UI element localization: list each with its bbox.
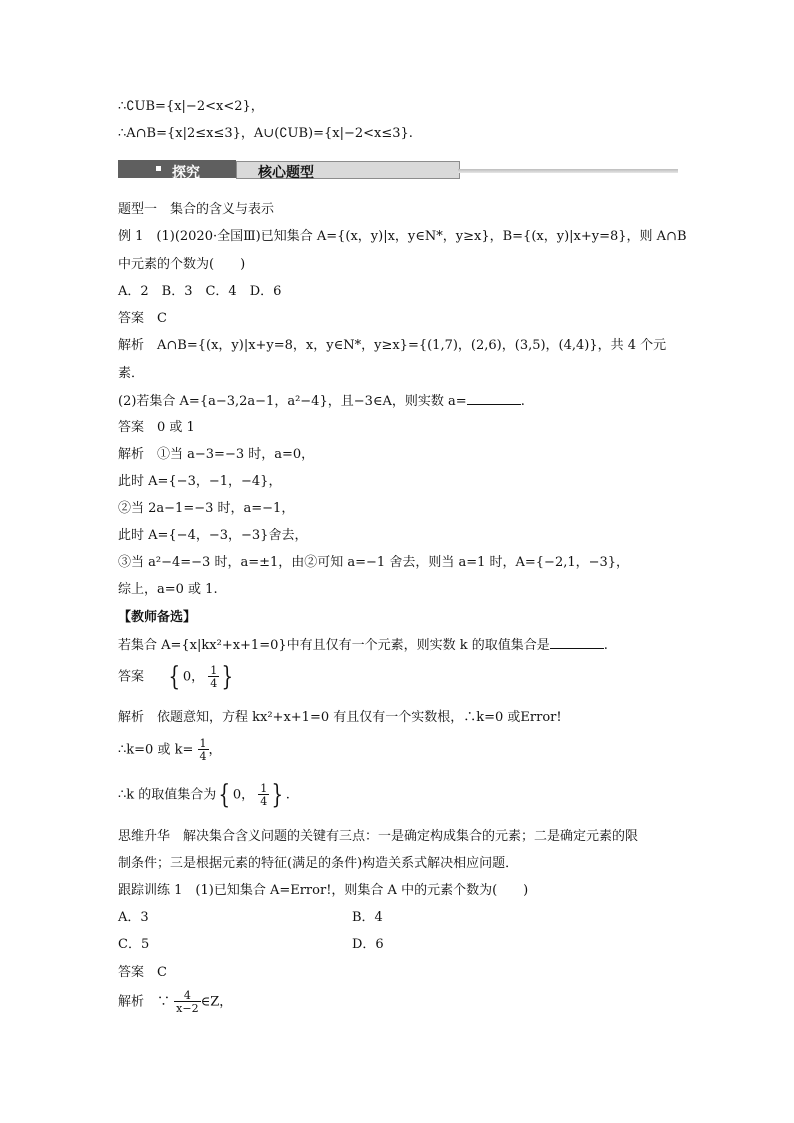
fraction-k-value: $\frac{1}{4}$ [199, 737, 207, 763]
part2-analysis-line6: 综上，a=0 或 1. [118, 582, 218, 597]
example1-part2-question: (2)若集合 A={a−3,2a−1，a²−4}，且−3∈A，则实数 a= . [118, 394, 525, 409]
example1-answer: 答案 C [118, 311, 167, 326]
track-question: 跟踪训练 1 (1)已知集合 A=Error!，则集合 A 中的元素个数为( ) [118, 883, 529, 898]
answer-blank [467, 394, 521, 405]
section-banner [118, 160, 678, 180]
track-option-c: C．5 [118, 937, 150, 952]
part2-analysis-line1: 解析 ①当 a−3=−3 时，a=0， [118, 447, 315, 462]
track-answer: 答案 C [118, 965, 167, 980]
fraction-4-over-x-minus-2: $\frac{4}{x-2}$ [176, 989, 199, 1015]
square-bullet-icon [156, 166, 161, 171]
track-analysis: 解析 ∵ $\frac{4}{x-2}$ ∈Z， [118, 989, 233, 1015]
part2-analysis-line2: 此时 A={−3，−1，−4}， [118, 474, 282, 489]
track-option-d: D．6 [352, 937, 384, 952]
teacher-question: 若集合 A={x|kx²+x+1=0}中有且仅有一个元素，则实数 k 的取值集合是 . [118, 638, 608, 653]
example1-analysis-line2: 素． [118, 366, 145, 381]
line-cu-b: ∴∁UB={x|−2<x<2}， [118, 99, 264, 114]
teacher-line-k-value: ∴k=0 或 k= $\frac{1}{4}$ ， [118, 737, 222, 763]
summary-line2: 制条件；三是根据元素的特征(满足的条件)构造关系式解决相应问题． [118, 856, 519, 871]
line-intersection-union: ∴A∩B={x|2≤x≤3}，A∪(∁UB)={x|−2<x≤3}. [118, 126, 413, 141]
part2-analysis-line4: 此时 A={−4，−3，−3}舍去， [118, 528, 308, 543]
section-title: 题型一 集合的含义与表示 [118, 202, 275, 217]
teacher-answer-blank [550, 638, 604, 649]
teacher-question-text: 若集合 A={x|kx²+x+1=0}中有且仅有一个元素，则实数 k 的取值集合是 [118, 638, 550, 653]
teacher-analysis: 解析 依题意知，方程 kx²+x+1=0 有且仅有一个实数根，∴k=0 或Error! [118, 710, 562, 725]
part2-question-text: (2)若集合 A={a−3,2a−1，a²−4}，且−3∈A，则实数 a= [118, 394, 467, 409]
banner-rule [458, 169, 678, 173]
banner-label-core: 核心题型 [258, 165, 314, 181]
example1-analysis-line1: 解析 A∩B={(x，y)|x+y=8，x，y∈N*，y≥x}={(1,7)，(2,6)，(3,5)，(4,4)}，共 4 个元 [118, 338, 667, 353]
fraction-one-quarter: $\frac{1}{4}$ [210, 664, 218, 690]
track-option-b: B．4 [352, 910, 383, 925]
summary-line1: 思维升华 解决集合含义问题的关键有三点：一是确定构成集合的元素；二是确定元素的限 [118, 829, 639, 844]
example1-part2-answer: 答案 0 或 1 [118, 420, 195, 435]
teacher-answer: 答案 { 0， $\frac{1}{4}$ } [118, 662, 234, 692]
teacher-answer-label: 答案 [118, 669, 145, 685]
teacher-heading: 【教师备选】 [118, 610, 197, 625]
track-option-a: A．3 [118, 910, 149, 925]
part2-analysis-line5: ③当 a²−4=−3 时，a=±1，由②可知 a=−1 舍去，则当 a=1 时，A={−2,1，−3}， [118, 555, 630, 570]
example1-question-line2: 中元素的个数为( ) [118, 257, 246, 272]
teacher-line-k-set: ∴k 的取值集合为{ 0， $\frac{1}{4}$ } . [118, 780, 290, 810]
teacher-answer-first: 0， [182, 669, 205, 685]
banner-label-explore: 探究 [172, 165, 200, 181]
example1-question-line1: 例 1 (1)(2020·全国Ⅲ)已知集合 A={(x，y)|x，y∈N*，y≥x}，B={(x，y)|x+y=8}，则 A∩B [118, 229, 687, 244]
part2-analysis-line3: ②当 2a−1=−3 时，a=−1， [118, 501, 295, 516]
fraction-k-set: $\frac{1}{4}$ [260, 782, 268, 808]
example1-options: A．2 B．3 C．4 D．6 [118, 284, 282, 299]
